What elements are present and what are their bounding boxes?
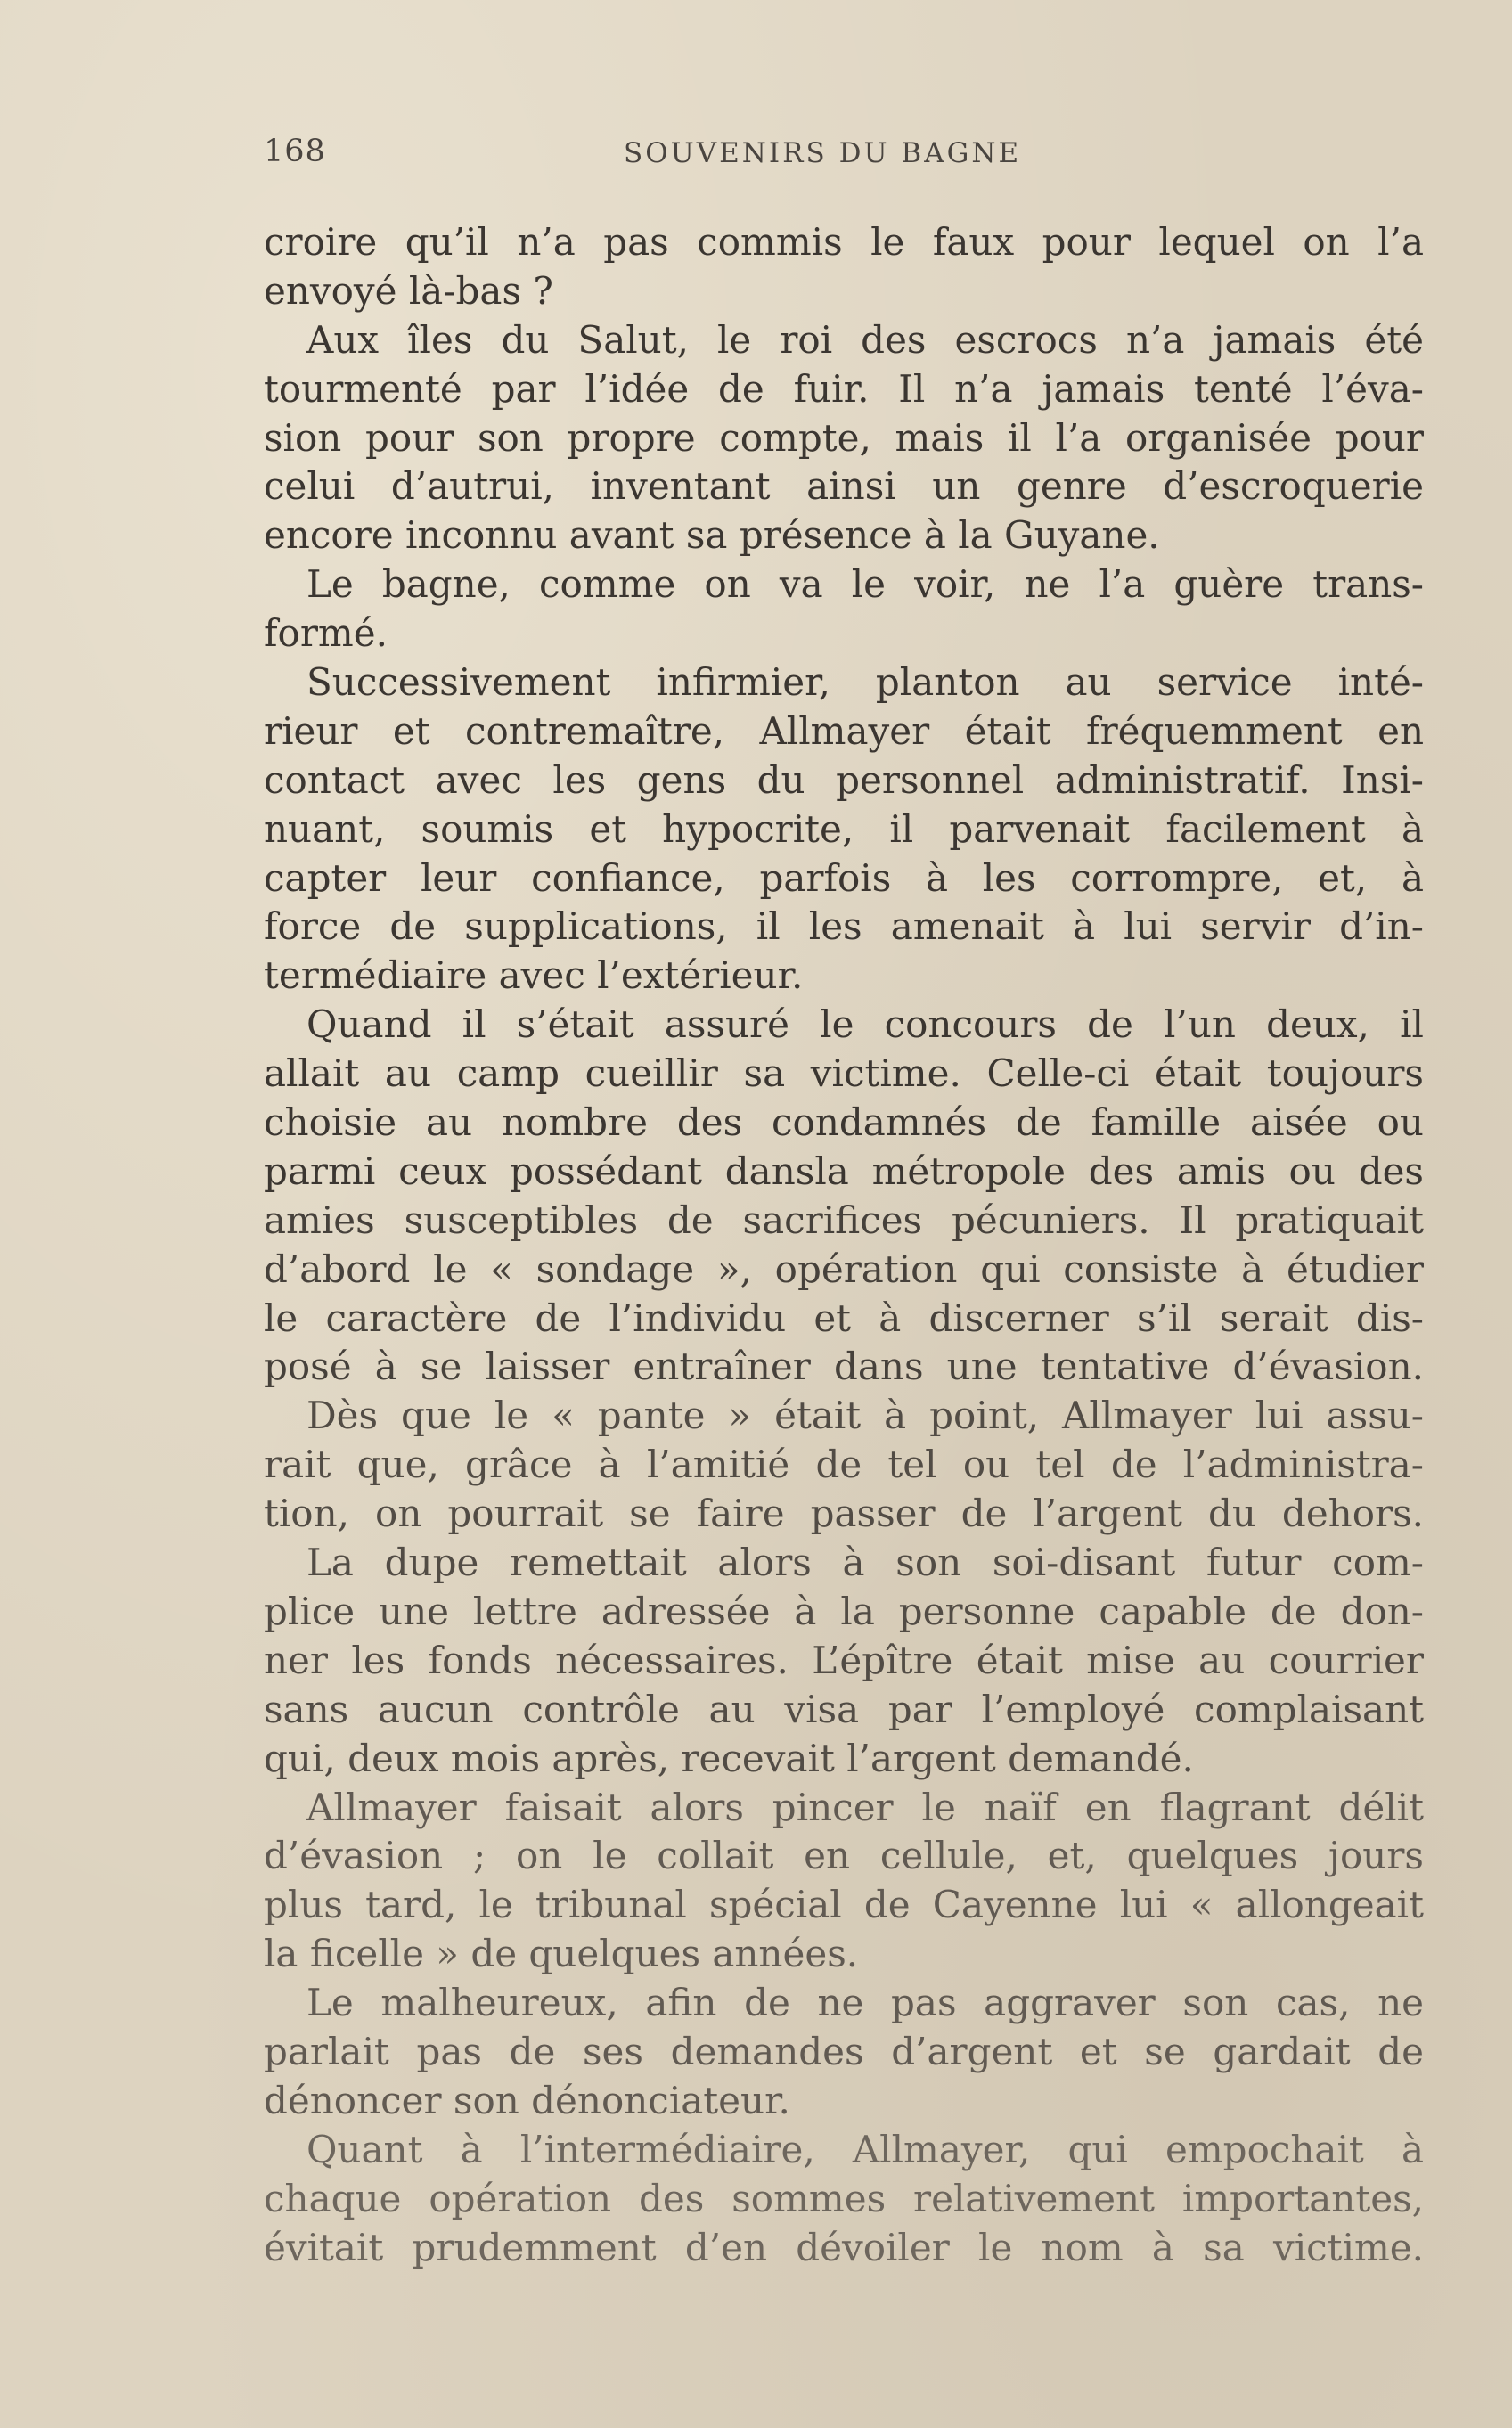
text-line: amies susceptibles de sacrifices pécuniers. Il pratiquait [264, 1198, 1424, 1242]
text-line: Le bagne, comme on va le voir, ne l’a guère trans- [306, 562, 1424, 607]
text-line: Quand il s’était assuré le concours de l’un deux, il [306, 1002, 1424, 1047]
text-line: Aux îles du Salut, le roi des escrocs n’a jamais été [306, 317, 1424, 362]
text-line: sans aucun contrôle au visa par l’employé complaisant [264, 1687, 1424, 1731]
text-line: encore inconnu avant sa présence à la Guyane. [264, 513, 1160, 558]
text-line: rieur et contremaître, Allmayer était fréquemment en [264, 708, 1424, 753]
text-line: La dupe remettait alors à son soi-disant futur com- [306, 1541, 1424, 1585]
text-line: croire qu’il n’a pas commis le faux pour lequel on l’a [264, 220, 1424, 264]
text-line: dénoncer son dénonciateur. [264, 2078, 790, 2122]
text-line: rait que, grâce à l’amitié de tel ou tel de l’administra- [264, 1443, 1424, 1487]
text-line: celui d’autrui, inventant ainsi un genre d’escroquerie [264, 464, 1424, 509]
text-line: la ficelle » de quelques années. [264, 1932, 859, 1976]
text-line: contact avec les gens du personnel administratif. Insi- [264, 757, 1424, 802]
text-line: parlait pas de ses demandes d’argent et se gardait de [264, 2029, 1424, 2073]
text-line: Le malheureux, afin de ne pas aggraver son cas, ne [306, 1981, 1424, 2025]
page-number: 168 [264, 134, 326, 169]
text-line: plice une lettre adressée à la personne capable de don- [264, 1589, 1424, 1633]
text-line: force de supplications, il les amenait à lui servir d’in- [264, 904, 1424, 949]
text-line: d’évasion ; on le collait en cellule, et, quelques jours [264, 1834, 1424, 1878]
text-line: Dès que le « pante » était à point, Allmayer lui assu- [306, 1394, 1424, 1438]
text-line: tion, on pourrait se faire passer de l’argent du dehors. [264, 1492, 1424, 1536]
text-line: d’abord le « sondage », opération qui consiste à étudier [264, 1247, 1424, 1291]
text-line: allait au camp cueillir sa victime. Celle-ci était toujours [264, 1051, 1424, 1096]
text-line: chaque opération des sommes relativement importantes, [264, 2176, 1424, 2220]
text-line: Quant à l’intermédiaire, Allmayer, qui empochait à [306, 2127, 1424, 2171]
text-line: tourmenté par l’idée de fuir. Il n’a jamais tenté l’éva- [264, 366, 1424, 411]
text-line: termédiaire avec l’extérieur. [264, 953, 804, 998]
text-line: sion pour son propre compte, mais il l’a organisée pour [264, 415, 1424, 460]
text-line: nuant, soumis et hypocrite, il parvenait facilement à [264, 806, 1424, 851]
text-line: évitait prudemment d’en dévoiler le nom à sa victime. [264, 2225, 1424, 2269]
running-head [264, 134, 1422, 178]
text-line: Allmayer faisait alors pincer le naïf en flagrant délit [306, 1785, 1424, 1829]
text-line: capter leur confiance, parfois à les corrompre, et, à [264, 855, 1424, 900]
text-line: posé à se laisser entraîner dans une tentative d’évasion. [264, 1345, 1424, 1389]
text-line: ner les fonds nécessaires. L’épître était mise au courrier [264, 1638, 1424, 1682]
text-line: le caractère de l’individu et à discerner s’il serait dis- [264, 1296, 1424, 1340]
text-line: parmi ceux possédant dansla métropole des amis ou des [264, 1149, 1424, 1193]
text-line: qui, deux mois après, recevait l’argent demandé. [264, 1736, 1194, 1780]
text-line: Successivement infirmier, planton au service inté- [306, 660, 1424, 705]
text-line: envoyé là-bas ? [264, 268, 553, 313]
running-title: SOUVENIRS DU BAGNE [624, 137, 1022, 169]
text-line: choisie au nombre des condamnés de famille aisée ou [264, 1100, 1424, 1145]
body-text [264, 218, 1424, 2272]
text-line: formé. [264, 611, 388, 656]
text-line: plus tard, le tribunal spécial de Cayenne lui « allongeait [264, 1883, 1424, 1927]
